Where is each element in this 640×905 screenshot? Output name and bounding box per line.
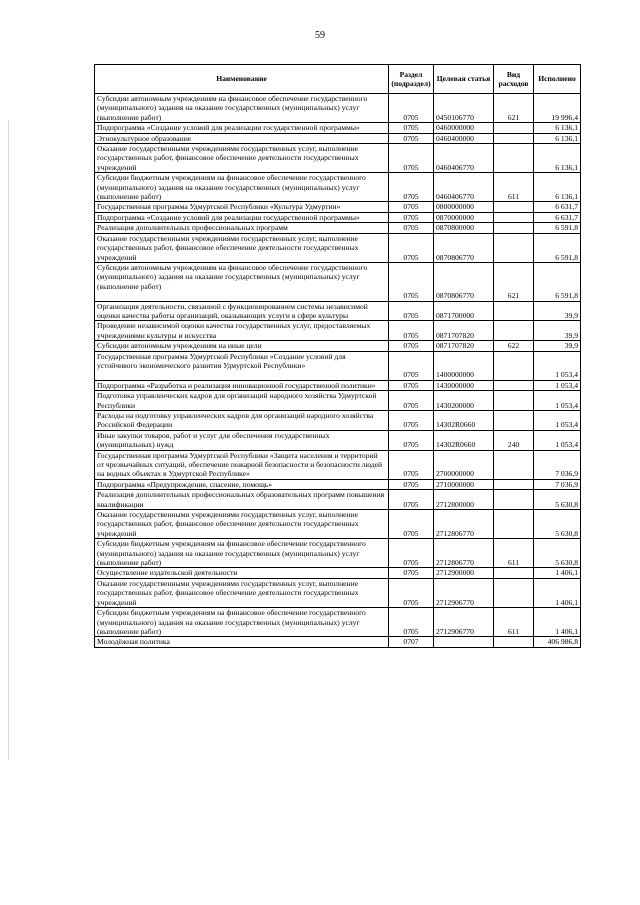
row-expense-type (494, 568, 534, 578)
table-row (95, 539, 581, 568)
table-row (95, 479, 581, 489)
row-expense-type (494, 637, 534, 647)
header-target: Целевая статья (434, 65, 494, 94)
row-section: 0705 (389, 568, 434, 578)
row-target-article: 0870000000 (434, 212, 494, 222)
row-target-article: 14302R0660 (434, 410, 494, 430)
row-expense-type (494, 510, 534, 539)
table-row (95, 351, 581, 380)
row-name: Субсидии бюджетным учреждениям на финансовое обеспечение государственного (муниципального) задания на оказание государственных (муниципальных) услуг (выполнение работ) (95, 173, 389, 202)
header-type: Вид расходов (494, 65, 534, 94)
table-row (95, 410, 581, 430)
row-name: Организация деятельности, связанной с функционированием системы независимой оценки качества работы организаций, оказывающих услуги в сфере культуры (95, 301, 389, 321)
row-target-article: 0871700000 (434, 301, 494, 321)
row-section: 0707 (389, 637, 434, 647)
table-row (95, 380, 581, 390)
row-amount: 5 630,8 (534, 539, 581, 568)
row-section: 0705 (389, 341, 434, 351)
row-amount: 1 406,1 (534, 578, 581, 607)
table-row (95, 202, 581, 212)
row-target-article: 0460000000 (434, 123, 494, 133)
row-amount: 19 996,4 (534, 94, 581, 123)
row-expense-type (494, 123, 534, 133)
row-section: 0705 (389, 144, 434, 173)
table-row (95, 94, 581, 123)
table-row (95, 301, 581, 321)
table-row (95, 223, 581, 233)
row-section: 0705 (389, 539, 434, 568)
row-amount: 1 053,4 (534, 391, 581, 411)
row-target-article: 2712906770 (434, 578, 494, 607)
row-amount: 6 136,1 (534, 123, 581, 133)
row-target-article: 0460406770 (434, 173, 494, 202)
row-section: 0705 (389, 212, 434, 222)
row-name: Субсидии автономным учреждениям на финансовое обеспечение государственного (муниципального) задания на оказание государственных (муниципальных) услуг (выполнение работ) (95, 94, 389, 123)
table-row (95, 144, 581, 173)
row-target-article: 0460400000 (434, 133, 494, 143)
row-target-article: 1430200000 (434, 391, 494, 411)
row-section: 0705 (389, 510, 434, 539)
table-row (95, 123, 581, 133)
table-body (95, 94, 581, 648)
row-amount: 1 053,4 (534, 430, 581, 450)
row-section: 0705 (389, 123, 434, 133)
table-row (95, 212, 581, 222)
row-section: 0705 (389, 351, 434, 380)
table-row (95, 341, 581, 351)
row-expense-type (494, 351, 534, 380)
row-target-article: 0871707820 (434, 321, 494, 341)
row-target-article: 0450106770 (434, 94, 494, 123)
row-expense-type (494, 202, 534, 212)
row-section: 0705 (389, 410, 434, 430)
header-name: Наименование (95, 65, 389, 94)
row-name: Субсидии автономным учреждениям на иные цели (95, 341, 389, 351)
row-expense-type: 621 (494, 94, 534, 123)
row-section: 0705 (389, 301, 434, 321)
row-amount: 406 986,8 (534, 637, 581, 647)
row-name: Государственная программа Удмуртской Республики «Культура Удмуртии» (95, 202, 389, 212)
header-section: Раздел (подраздел) (389, 65, 434, 94)
row-amount: 39,9 (534, 341, 581, 351)
row-expense-type: 611 (494, 608, 534, 637)
row-amount: 6 591,8 (534, 223, 581, 233)
table-row (95, 430, 581, 450)
row-expense-type (494, 321, 534, 341)
row-section: 0705 (389, 490, 434, 510)
row-name: Субсидии бюджетным учреждениям на финансовое обеспечение государственного (муниципального) задания на оказание государственных (муниципальных) услуг (выполнение работ) (95, 608, 389, 637)
row-name: Иные закупки товаров, работ и услуг для обеспечения государственных (муниципальных) нужд (95, 430, 389, 450)
row-target-article: 0870800000 (434, 223, 494, 233)
row-name: Государственная программа Удмуртской Республики «Создание условий для устойчивого экономического развития Удмуртской Республики» (95, 351, 389, 380)
row-section: 0705 (389, 262, 434, 301)
row-expense-type (494, 144, 534, 173)
row-name: Подпрограмма «Разработка и реализация инновационной государственной политики» (95, 380, 389, 390)
table-row (95, 321, 581, 341)
row-section: 0705 (389, 233, 434, 262)
row-name: Подпрограмма «Создание условий для реализации государственной программы» (95, 123, 389, 133)
row-amount: 6 631,7 (534, 212, 581, 222)
row-name: Оказание государственными учреждениями государственных услуг, выполнение государственных работ, финансовое обеспечение деятельности государственных учреждений (95, 144, 389, 173)
row-expense-type (494, 133, 534, 143)
row-target-article: 2710000000 (434, 479, 494, 489)
row-name: Субсидии автономным учреждениям на финансовое обеспечение государственного (муниципального) задания на оказание государственных (муниципальных) услуг (выполнение работ) (95, 262, 389, 301)
row-amount: 1 406,1 (534, 608, 581, 637)
budget-table (94, 64, 581, 648)
row-expense-type (494, 490, 534, 510)
row-section: 0705 (389, 321, 434, 341)
row-target-article: 0460406770 (434, 144, 494, 173)
table-row (95, 510, 581, 539)
row-section: 0705 (389, 450, 434, 479)
row-target-article: 2712806770 (434, 510, 494, 539)
row-section: 0705 (389, 391, 434, 411)
row-name: Реализация дополнительных профессиональных программ (95, 223, 389, 233)
row-section: 0705 (389, 479, 434, 489)
page-number: 59 (315, 30, 325, 41)
row-target-article: 2712806770 (434, 539, 494, 568)
row-amount: 1 053,4 (534, 410, 581, 430)
row-amount: 5 630,8 (534, 490, 581, 510)
row-name: Осуществление издательской деятельности (95, 568, 389, 578)
row-name: Подпрограмма «Предупреждение, спасение, помощь» (95, 479, 389, 489)
row-name: Оказание государственными учреждениями государственных услуг, выполнение государственных работ, финансовое обеспечение деятельности государственных учреждений (95, 578, 389, 607)
row-amount: 7 036,9 (534, 479, 581, 489)
row-target-article: 14302R0660 (434, 430, 494, 450)
row-name: Молодёжная политика (95, 637, 389, 647)
row-target-article: 1400000000 (434, 351, 494, 380)
table-row (95, 262, 581, 301)
row-expense-type: 240 (494, 430, 534, 450)
row-name: Расходы на подготовку управленческих кадров для организаций народного хозяйства Российской Федерации (95, 410, 389, 430)
table-row (95, 133, 581, 143)
table-header-row (95, 65, 581, 94)
table-row (95, 173, 581, 202)
row-expense-type (494, 479, 534, 489)
row-expense-type (494, 391, 534, 411)
row-section: 0705 (389, 578, 434, 607)
row-expense-type (494, 380, 534, 390)
row-amount: 6 136,1 (534, 173, 581, 202)
row-section: 0705 (389, 608, 434, 637)
row-expense-type (494, 578, 534, 607)
row-target-article: 0870806770 (434, 262, 494, 301)
row-amount: 1 053,4 (534, 351, 581, 380)
row-target-article: 2712906770 (434, 608, 494, 637)
row-target-article: 0800000000 (434, 202, 494, 212)
row-expense-type: 621 (494, 262, 534, 301)
header-amount: Исполнено (534, 65, 581, 94)
row-amount: 5 630,8 (534, 510, 581, 539)
row-amount: 6 136,1 (534, 144, 581, 173)
row-name: Субсидии бюджетным учреждениям на финансовое обеспечение государственного (муниципального) задания на оказание государственных (муниципальных) услуг (выполнение работ) (95, 539, 389, 568)
row-expense-type: 622 (494, 341, 534, 351)
row-amount: 1 406,1 (534, 568, 581, 578)
row-target-article (434, 637, 494, 647)
row-amount: 6 591,8 (534, 233, 581, 262)
table-row (95, 233, 581, 262)
row-amount: 6 591,8 (534, 262, 581, 301)
table-row (95, 578, 581, 607)
row-target-article: 2712900000 (434, 568, 494, 578)
table-row (95, 391, 581, 411)
row-section: 0705 (389, 133, 434, 143)
row-section: 0705 (389, 94, 434, 123)
row-amount: 6 136,1 (534, 133, 581, 143)
row-amount: 39,9 (534, 321, 581, 341)
row-name: Проведение независимой оценки качества государственных услуг, предоставляемых учреждениями культуры и искусства (95, 321, 389, 341)
row-amount: 1 053,4 (534, 380, 581, 390)
row-name: Оказание государственными учреждениями государственных услуг, выполнение государственных работ, финансовое обеспечение деятельности государственных учреждений (95, 510, 389, 539)
row-name: Этнокультурное образование (95, 133, 389, 143)
row-section: 0705 (389, 173, 434, 202)
row-section: 0705 (389, 380, 434, 390)
scan-edge-mark (8, 120, 9, 760)
row-expense-type: 611 (494, 539, 534, 568)
row-target-article: 1430000000 (434, 380, 494, 390)
table-row (95, 568, 581, 578)
row-section: 0705 (389, 202, 434, 212)
row-expense-type (494, 212, 534, 222)
table-row (95, 450, 581, 479)
table-row (95, 637, 581, 647)
row-amount: 6 631,7 (534, 202, 581, 212)
row-target-article: 2712800000 (434, 490, 494, 510)
row-amount: 7 036,9 (534, 450, 581, 479)
row-expense-type (494, 301, 534, 321)
table-row (95, 608, 581, 637)
row-name: Реализация дополнительных профессиональных образовательных программ повышения квалификации (95, 490, 389, 510)
row-name: Подготовка управленческих кадров для организаций народного хозяйства Удмуртской Республики (95, 391, 389, 411)
row-expense-type (494, 223, 534, 233)
row-amount: 39,9 (534, 301, 581, 321)
row-name: Оказание государственными учреждениями государственных услуг, выполнение государственных работ, финансовое обеспечение деятельности государственных учреждений (95, 233, 389, 262)
row-expense-type (494, 410, 534, 430)
row-expense-type (494, 450, 534, 479)
row-name: Подпрограмма «Создание условий для реализации государственной программы» (95, 212, 389, 222)
row-target-article: 0870806770 (434, 233, 494, 262)
row-target-article: 2700000000 (434, 450, 494, 479)
table-row (95, 490, 581, 510)
row-section: 0705 (389, 430, 434, 450)
row-name: Государственная программа Удмуртской Республики «Защита населения и территорий от чрезвычайных ситуаций, обеспечение пожарной безопасности и безопасности людей на водных объектах в Удмуртской Республике» (95, 450, 389, 479)
row-expense-type: 611 (494, 173, 534, 202)
row-expense-type (494, 233, 534, 262)
row-target-article: 0871707820 (434, 341, 494, 351)
row-section: 0705 (389, 223, 434, 233)
